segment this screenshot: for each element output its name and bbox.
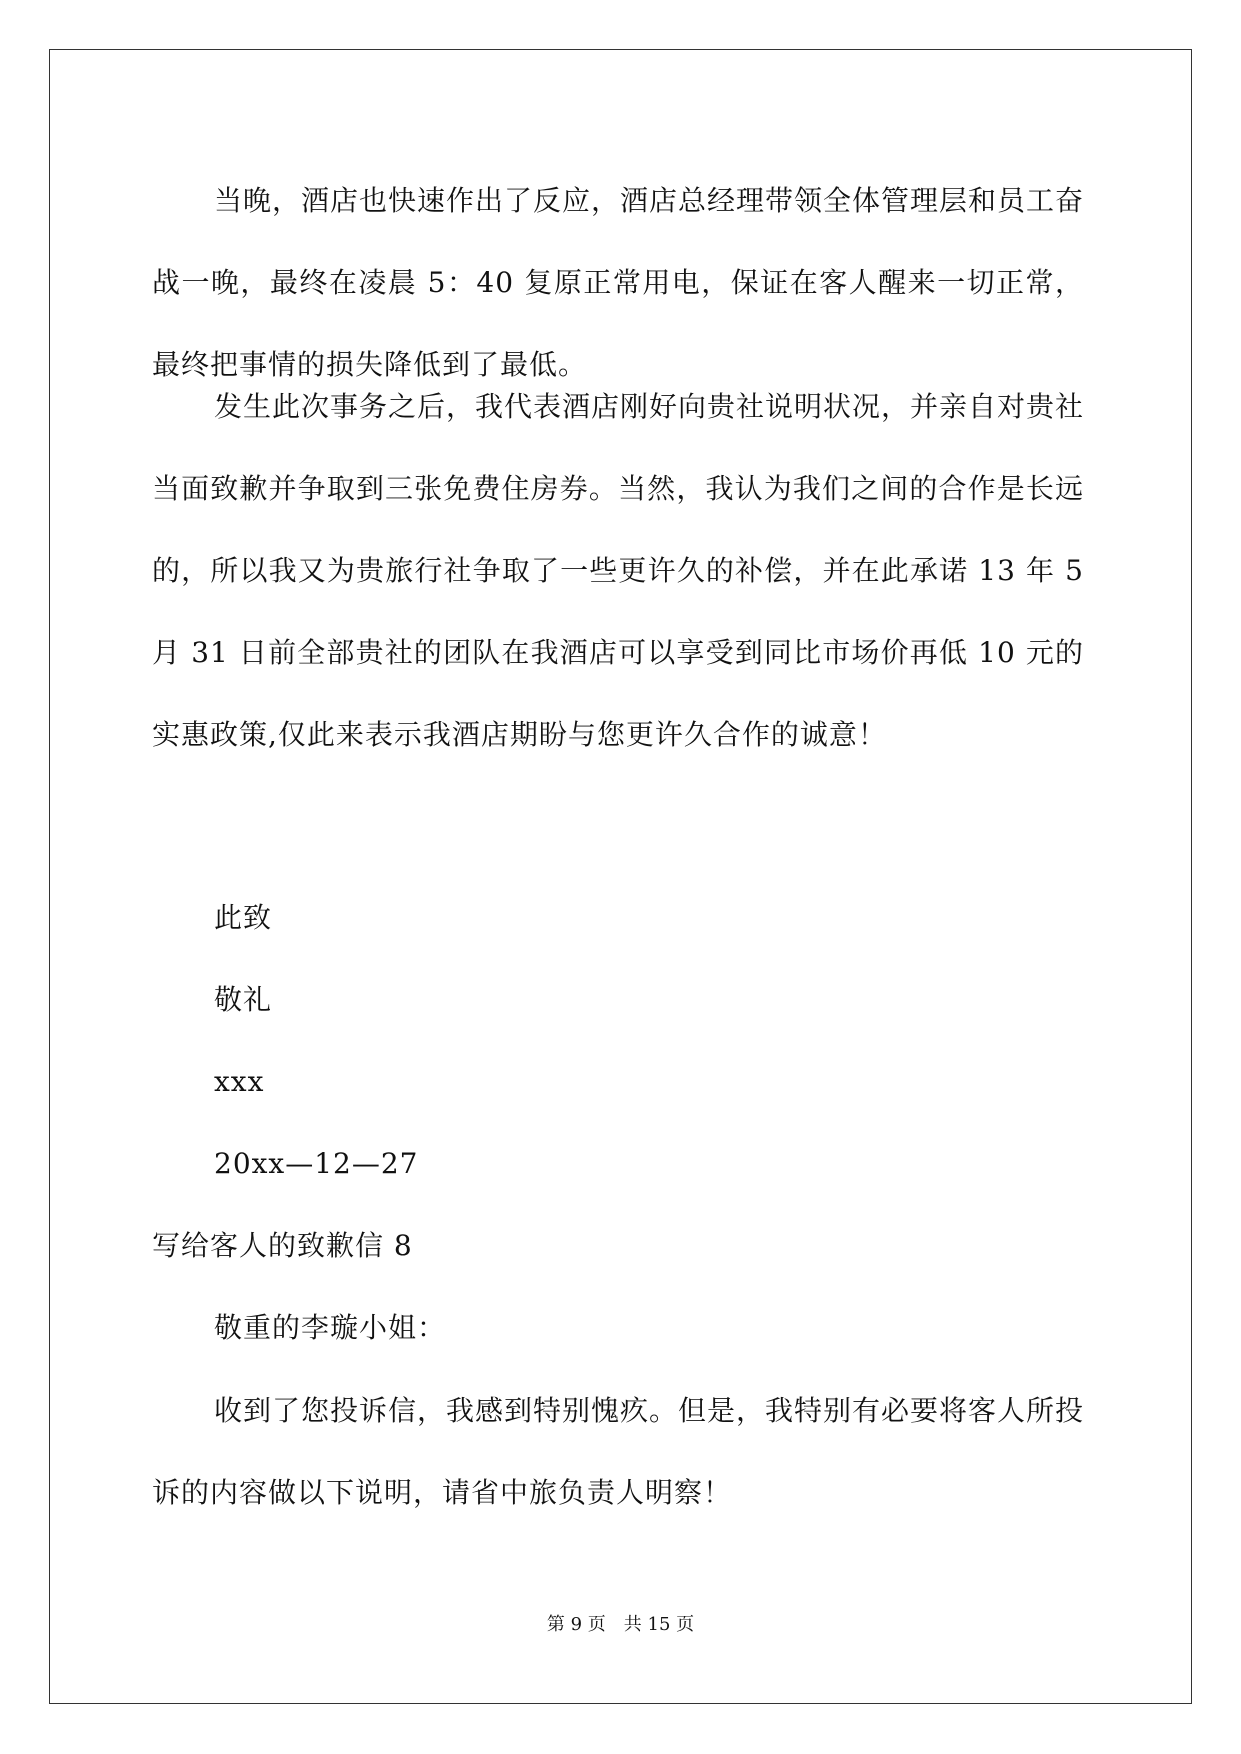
- section-title: 写给客人的致歉信 8: [152, 1229, 413, 1262]
- salutation: 敬重的李璇小姐：: [214, 1311, 447, 1344]
- closing-line-1: 此致: [214, 901, 273, 934]
- paragraph-2: 发生此次事务之后，我代表酒店刚好向贵社说明状况，并亲自对贵社当面致歉并争取到三张免费住房券。当然，我认为我们之间的合作是长远的，所以我又为贵旅行社争取了一些更许久的补偿，并在此承诺 13 年 5 月 31 日前全部贵社的团队在我酒店可以享受到同比市场价再低 10 元的实惠政策,仅此来表示我酒店期盼与您更许久合作的诚意！: [152, 390, 1085, 751]
- signature: xxx: [214, 1065, 265, 1098]
- date: 20xx—12—27: [214, 1147, 419, 1180]
- paragraph-3: 收到了您投诉信，我感到特别愧疚。但是，我特别有必要将客人所投诉的内容做以下说明，请省中旅负责人明察！: [152, 1394, 1085, 1509]
- closing-line-2: 敬礼: [214, 983, 273, 1016]
- paragraph-1: 当晚，酒店也快速作出了反应，酒店总经理带领全体管理层和员工奋战一晚，最终在凌晨 5：40 复原正常用电，保证在客人醒来一切正常，最终把事情的损失降低到了最低。: [152, 184, 1085, 381]
- page-number-footer: 第 9 页 共 15 页: [546, 1614, 695, 1635]
